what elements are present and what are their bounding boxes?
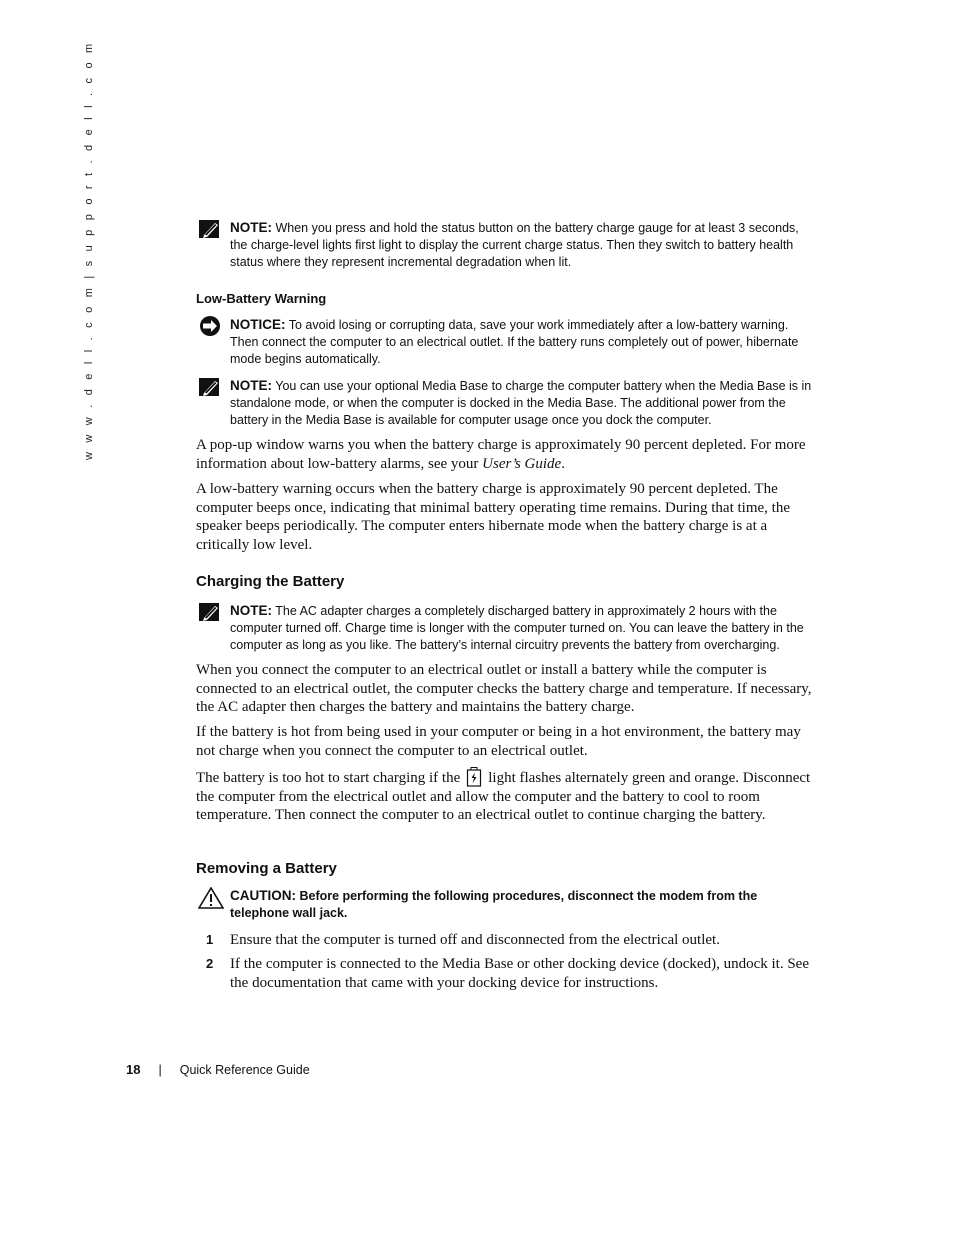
note-pencil-icon xyxy=(198,219,222,241)
note-body: The AC adapter charges a completely discharged battery in approximately 2 hours with the computer turned off. Charge time is longer with the computer turned on. You can leave the battery in the computer as long as you like. The battery’s internal circuitry prevents the battery from overcharging. xyxy=(230,604,804,652)
charging-heading: Charging the Battery xyxy=(196,573,345,590)
note-label: NOTE: xyxy=(230,220,272,235)
note-block-1 xyxy=(196,219,814,271)
note-label: NOTE: xyxy=(230,603,272,618)
caution-text xyxy=(230,887,814,922)
list-item xyxy=(196,955,814,992)
paragraph-charging: When you connect the computer to an electrical outlet or install a battery while the computer is connected to an electrical outlet, the computer checks the battery charge and temperature. If necessary, the AC adapter then charges the battery and maintains the battery charge. xyxy=(196,662,812,716)
notice-label: NOTICE: xyxy=(230,317,286,332)
step-text: If the computer is connected to the Media Base or other docking device (docked), undock it. See the documentation that came with your docking device for instructions. xyxy=(230,956,809,991)
note-text xyxy=(230,219,814,271)
paragraph-low-battery: A low-battery warning occurs when the battery charge is approximately 90 percent depleted. The computer beeps once, indicating that minimal battery operating time remains. During that time, the speaker beeps periodically. The computer enters hibernate mode when the battery charge is at a critically low level. xyxy=(196,481,790,554)
note-pencil-icon xyxy=(198,377,222,399)
footer-title: Quick Reference Guide xyxy=(179,1063,310,1077)
step-text: Ensure that the computer is turned off and disconnected from the electrical outlet. xyxy=(230,932,720,948)
caution-block xyxy=(196,887,814,922)
battery-status-icon xyxy=(466,767,482,787)
note-text xyxy=(230,377,814,429)
step-number: 2 xyxy=(206,956,214,971)
page-footer xyxy=(126,1062,310,1077)
note-label: NOTE: xyxy=(230,378,272,393)
paragraph-too-hot: The battery is too hot to start charging if the light flashes alternately green and orange. Disconnect the computer from the electrical outlet and allow the computer and the battery to cool to room temperature. Then connect the computer to an electrical outlet to continue charging the battery. xyxy=(196,767,814,825)
caution-body: Before performing the following procedures, disconnect the modem from the telephone wall jack. xyxy=(230,889,758,920)
notice-text xyxy=(230,316,814,368)
note-block-3 xyxy=(196,602,814,654)
step-number: 1 xyxy=(206,932,214,947)
footer-separator: | xyxy=(158,1063,162,1077)
notice-body: To avoid losing or corrupting data, save your work immediately after a low-battery warning. Then connect the computer to an electrical outlet. If the battery runs completely out of power, hibernate mode begins automatically. xyxy=(230,318,799,366)
caution-label: CAUTION: xyxy=(230,888,296,903)
paragraph-popup-warning: A pop-up window warns you when the battery charge is approximately 90 percent depleted. For more information about low-battery alarms, see your User’s Guide. xyxy=(196,437,806,472)
note-block-2 xyxy=(196,377,814,429)
side-url: w w w . d e l l . c o m | s u p p o r t . d e l l . c o m xyxy=(83,40,95,460)
users-guide-title: User’s Guide xyxy=(482,455,562,472)
note-pencil-icon xyxy=(198,602,222,624)
low-battery-heading: Low-Battery Warning xyxy=(196,291,327,306)
notice-block-1 xyxy=(196,316,814,368)
removing-heading: Removing a Battery xyxy=(196,860,337,877)
note-body: You can use your optional Media Base to charge the computer battery when the Media Base is in standalone mode, or when the computer is docked in the Media Base. The additional power from the battery in the Media Base is available for computer usage once you dock the computer. xyxy=(230,379,812,427)
paragraph-hot-battery: If the battery is hot from being used in your computer or being in a hot environment, the battery may not charge when you connect the computer to an electrical outlet. xyxy=(196,724,801,759)
caution-triangle-icon xyxy=(198,887,224,909)
note-text xyxy=(230,602,814,654)
note-body: When you press and hold the status button on the battery charge gauge for at least 3 seconds, the charge-level lights first light to display the current charge status. Then they switch to battery health status where they represent incremental degradation when lit. xyxy=(230,221,799,269)
page-number: 18 xyxy=(126,1062,141,1077)
notice-arrow-icon xyxy=(198,316,222,338)
list-item xyxy=(196,931,814,950)
